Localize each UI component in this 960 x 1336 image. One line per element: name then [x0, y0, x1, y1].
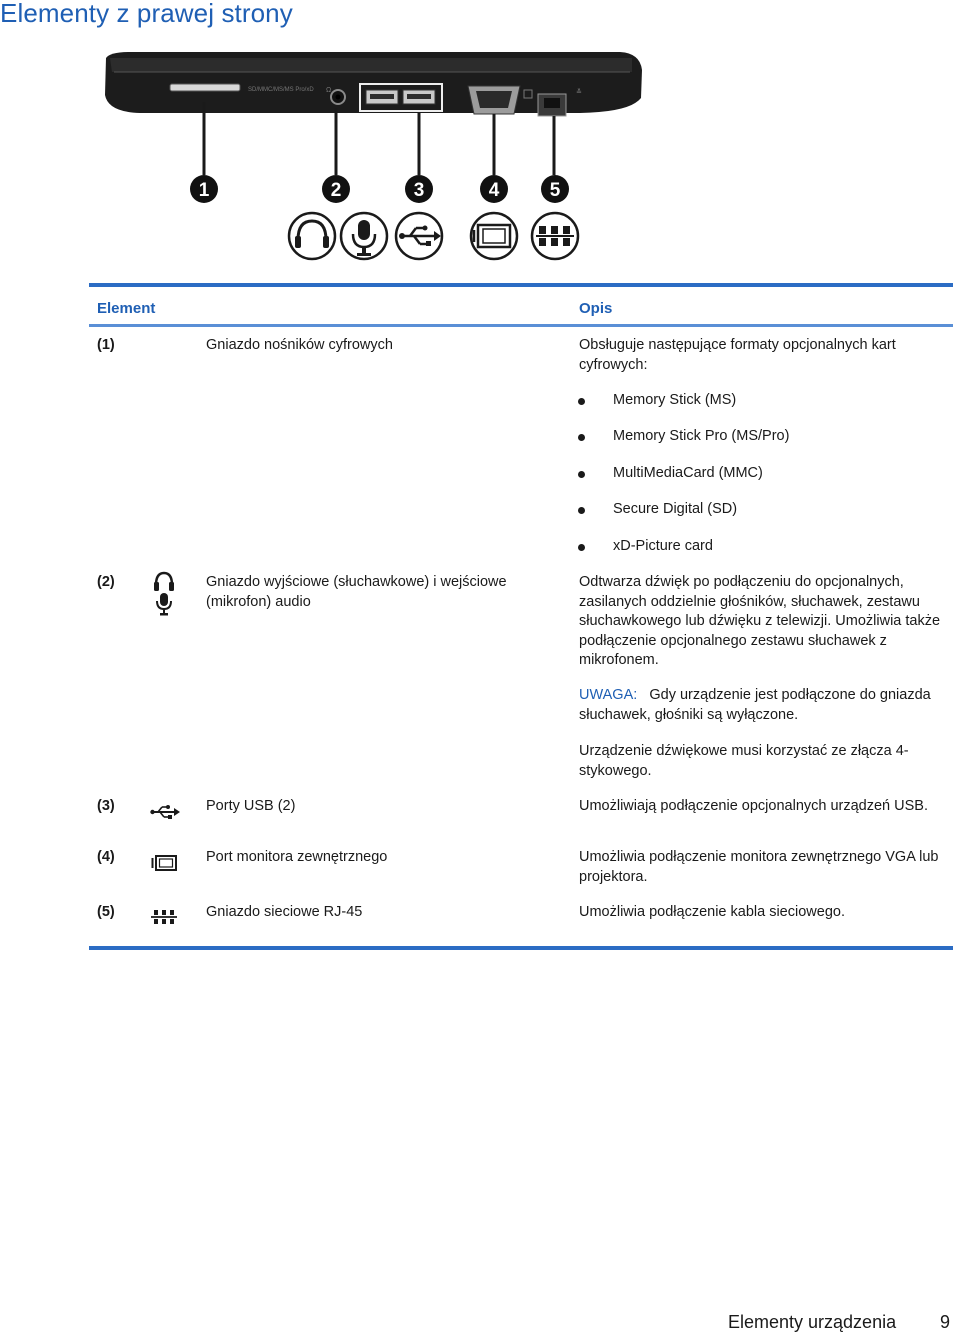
callout-5: 5 [549, 180, 561, 201]
note-label: UWAGA: [579, 687, 638, 703]
row-2-extra: Urządzenie dźwiękowe musi korzystać ze złącza 4-stykowego. [579, 743, 909, 779]
table-header-rule [89, 324, 953, 327]
bullet-icon [578, 544, 585, 551]
microphone-icon [353, 220, 375, 256]
row-4-number: (4) [97, 849, 115, 865]
page-footer [728, 1312, 953, 1333]
row-5-description: Umożliwia podłączenie kabla sieciowego. [579, 904, 845, 920]
monitor-icon [474, 225, 510, 247]
row-5-number: (5) [97, 904, 115, 920]
svg-text:SD/MMC/MS/MS Pro/xD: SD/MMC/MS/MS Pro/xD [248, 87, 314, 93]
callout-2: 2 [330, 180, 342, 201]
row-3-description: Umożliwiają podłączenie opcjonalnych urządzeń USB. [579, 798, 928, 814]
bullet-icon [578, 507, 585, 514]
svg-text:≚: ≚ [576, 89, 582, 96]
monitor-icon [151, 855, 177, 876]
callout-1: 1 [198, 180, 210, 201]
row-2-number: (2) [97, 574, 115, 590]
row-2-note [579, 686, 949, 725]
table-top-rule [89, 283, 953, 287]
row-3-name: Porty USB (2) [206, 798, 296, 814]
note-text: Gdy urządzenie jest podłączone do gniazda słuchawek, głośniki są wyłączone. [579, 687, 931, 723]
row-2-name: Gniazdo wyjściowe (słuchawkowe) i wejściowe (mikrofon) audio [206, 574, 507, 610]
usb-icon [150, 804, 180, 825]
page-title: Elementy z prawej strony [0, 0, 293, 28]
header-description: Opis [579, 300, 613, 317]
network-icon [536, 227, 574, 245]
row-5-name: Gniazdo sieciowe RJ-45 [206, 904, 363, 920]
row-1-number: (1) [97, 337, 115, 353]
callout-3: 3 [413, 180, 425, 201]
table-bottom-rule [89, 946, 953, 950]
row-1-name: Gniazdo nośników cyfrowych [206, 337, 393, 353]
network-icon [151, 909, 177, 930]
footer-section: Elementy urządzenia [728, 1312, 897, 1332]
row-1-description: Obsługuje następujące formaty opcjonalnych kart cyfrowych: [579, 337, 896, 373]
usb-icon [399, 226, 441, 247]
row-2-description: Odtwarza dźwięk po podłączeniu do opcjonalnych, zasilanych oddzielnie głośników, słuchawek, zestawu słuchawkowego lub dźwięku z telewizji. Umożliwia także podłączenie opcjonalnego zestawu słuchawek z mikrofonem. [579, 574, 941, 668]
device-side-illustration [100, 50, 645, 265]
svg-text:Ω: Ω [326, 87, 332, 94]
header-element: Element [97, 300, 156, 317]
row-4-name: Port monitora zewnętrznego [206, 849, 388, 865]
row-4-description: Umożliwia podłączenie monitora zewnętrznego VGA lub projektora. [579, 849, 939, 885]
audio-jack-icon [153, 571, 175, 622]
bullet-icon [578, 434, 585, 441]
callout-4: 4 [488, 180, 500, 201]
headphones-icon [295, 221, 329, 248]
bullet-icon [578, 398, 585, 405]
bullet-icon [578, 471, 585, 478]
page-number: 9 [940, 1312, 951, 1332]
row-3-number: (3) [97, 798, 115, 814]
